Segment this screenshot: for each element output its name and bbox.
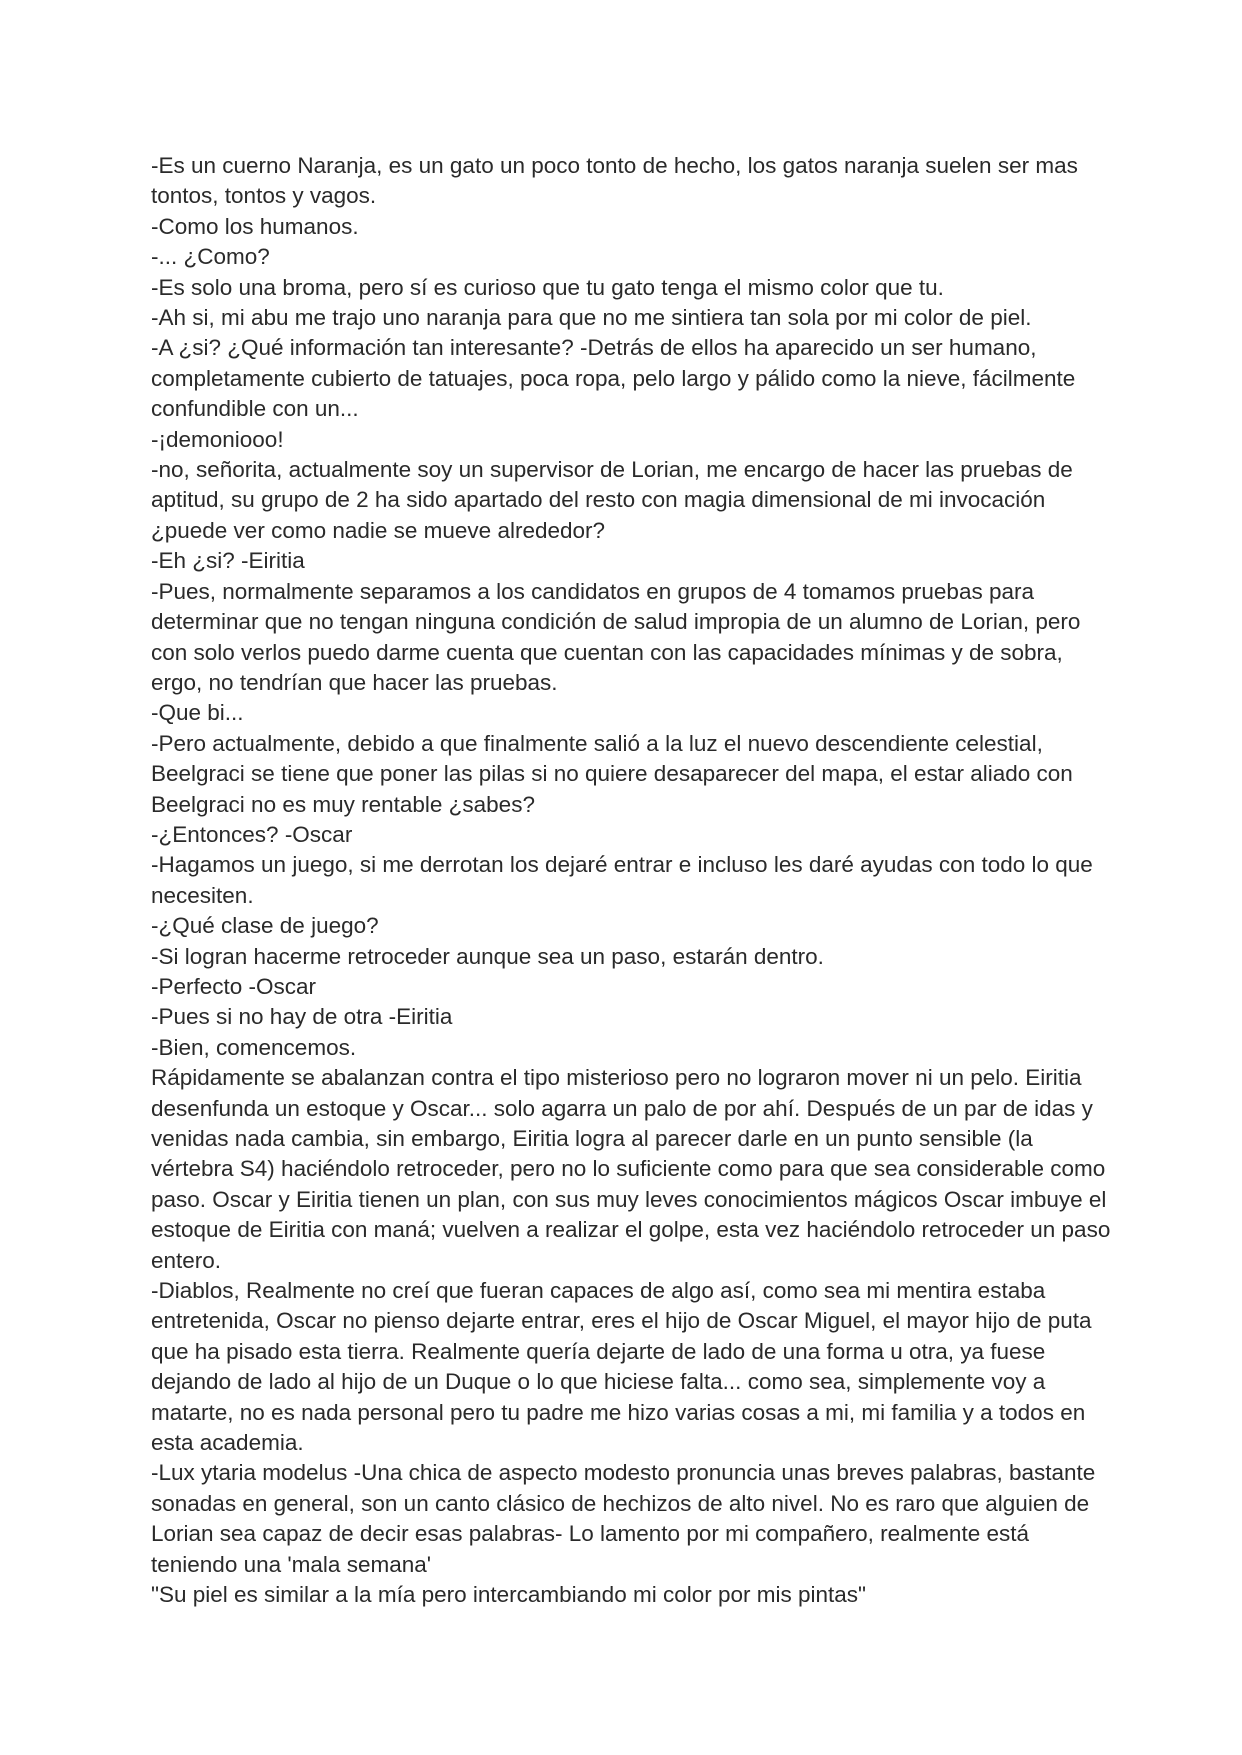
paragraph: -Pues, normalmente separamos a los candidatos en grupos de 4 tomamos pruebas para determinar que no tengan ninguna condición de salud impropia de un alumno de Lorian, pero con solo verlos puedo darme cuenta que cuentan con las capacidades mínimas y de sobra, ergo, no tendrían que hacer las pruebas. <box>151 578 1081 695</box>
paragraph: -A ¿si? ¿Qué información tan interesante? -Detrás de ellos ha aparecido un ser humano, completamente cubierto de tatuajes, poca ropa, pelo largo y pálido como la nieve, fácilmente confundible con un... <box>151 335 1076 422</box>
paragraph: -Perfecto -Oscar <box>151 973 317 999</box>
paragraph: -Que bi... <box>151 700 244 726</box>
paragraph: Rápidamente se abalanzan contra el tipo misterioso pero no lograron mover ni un pelo. Eiritia desenfunda un estoque y Oscar... solo agarra un palo de por ahí. Después de un par de idas y venidas nada cambia, sin embargo, Eiritia logra al parecer darle en un punto sensible (la vértebra S4) haciéndolo retroceder, pero no lo suficiente como para que sea considerable como paso. Oscar y Eiritia tienen un plan, con sus muy leves conocimientos mágicos Oscar imbuye el estoque de Eiritia con maná; vuelven a realizar el golpe, esta vez haciéndolo retroceder un paso entero. <box>151 1065 1111 1273</box>
paragraph: -... ¿Como? <box>151 244 270 270</box>
paragraph: -Bien, comencemos. <box>151 1034 357 1060</box>
paragraph: -Es solo una broma, pero sí es curioso que tu gato tenga el mismo color que tu. <box>151 274 944 300</box>
paragraph: -Lux ytaria modelus -Una chica de aspecto modesto pronuncia unas breves palabras, bastante sonadas en general, son un canto clásico de hechizos de alto nivel. No es raro que alguien de Lorian sea capaz de decir esas palabras- Lo lamento por mi compañero, realmente está teniendo una 'mala semana' <box>151 1460 1096 1577</box>
paragraph: -Pero actualmente, debido a que finalmente salió a la luz el nuevo descendiente celestial, Beelgraci se tiene que poner las pilas si no quiere desaparecer del mapa, el estar aliado con Beelgraci no es muy rentable ¿sabes? <box>151 730 1073 817</box>
paragraph: -Ah si, mi abu me trajo uno naranja para que no me sintiera tan sola por mi color de piel. <box>151 305 1032 331</box>
paragraph: -Eh ¿si? -Eiritia <box>151 548 305 574</box>
paragraph: -Hagamos un juego, si me derrotan los dejaré entrar e incluso les daré ayudas con todo lo que necesiten. <box>151 852 1093 908</box>
paragraph: -¿Qué clase de juego? <box>151 913 379 939</box>
paragraph: -Diablos, Realmente no creí que fueran capaces de algo así, como sea mi mentira estaba entretenida, Oscar no pienso dejarte entrar, eres el hijo de Oscar Miguel, el mayor hijo de puta que ha pisado esta tierra. Realmente quería dejarte de lado de una forma u otra, ya fuese dejando de lado al hijo de un Duque o lo que hiciese falta... como sea, simplemente voy a matarte, no es nada personal pero tu padre me hizo varias cosas a mi, mi familia y a todos en esta academia. <box>151 1278 1092 1456</box>
paragraph: "Su piel es similar a la mía pero intercambiando mi color por mis pintas" <box>151 1582 867 1608</box>
document-body <box>151 151 1111 1611</box>
paragraph: -¡demoniooo! <box>151 426 284 452</box>
paragraph: -no, señorita, actualmente soy un supervisor de Lorian, me encargo de hacer las pruebas de aptitud, su grupo de 2 ha sido apartado del resto con magia dimensional de mi invocación ¿puede ver como nadie se mueve alrededor? <box>151 457 1073 543</box>
paragraph: -Pues si no hay de otra -Eiritia <box>151 1004 453 1030</box>
paragraph: -Si logran hacerme retroceder aunque sea un paso, estarán dentro. <box>151 943 824 969</box>
paragraph: -¿Entonces? -Oscar <box>151 821 353 847</box>
paragraph: -Como los humanos. <box>151 213 359 239</box>
paragraph: -Es un cuerno Naranja, es un gato un poco tonto de hecho, los gatos naranja suelen ser mas tontos, tontos y vagos. <box>151 153 1078 209</box>
